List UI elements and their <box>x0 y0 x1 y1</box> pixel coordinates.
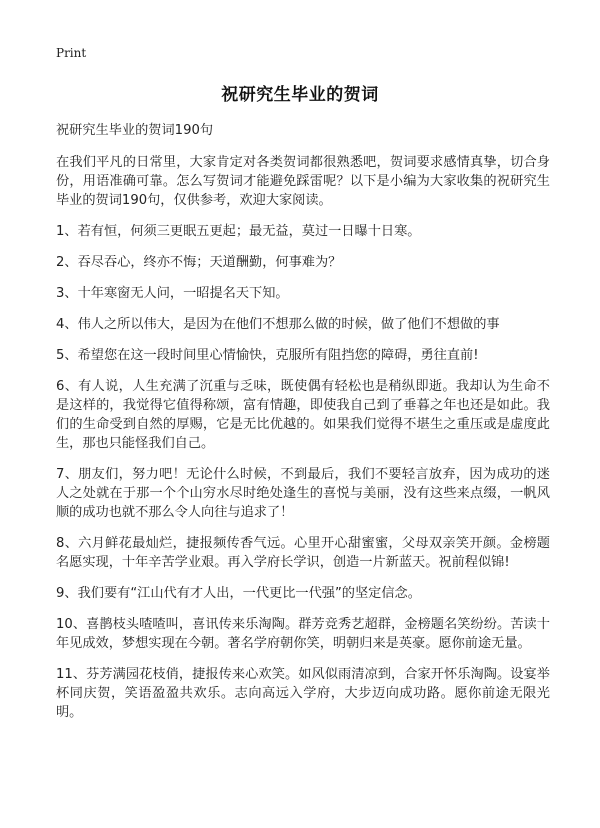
print-link[interactable]: Print <box>56 46 87 60</box>
list-item: 7、朋友们，努力吧！无论什么时候，不到最后，我们不要轻言放弃，因为成功的迷人之处就在于那一个个山穷水尽时绝处逢生的喜悦与美丽，没有这些来点缀，一帆风顺的成功也就不那么令人向往与追求了！ <box>56 467 550 520</box>
document-body <box>56 121 550 734</box>
list-item: 5、希望您在这一段时间里心情愉快，克服所有阻挡您的障碍，勇往直前! <box>56 348 479 363</box>
list-item: 8、六月鲜花最灿烂，捷报频传香气远。心里开心甜蜜蜜，父母双亲笑开颜。金榜题名愿实现，十年辛苦学业艰。再入学府长学识，创造一片新蓝天。祝前程似锦! <box>56 536 550 570</box>
document-title: 祝研究生毕业的贺词 <box>221 85 379 105</box>
document-subtitle: 祝研究生毕业的贺词190句 <box>56 123 214 138</box>
list-item: 10、喜鹊枝头喳喳叫，喜讯传来乐淘陶。群芳竞秀艺超群，金榜题名笑纷纷。苦读十年见成效，梦想实现在今朝。著名学府朝你笑，明朝归来是英豪。愿你前途无量。 <box>56 617 550 651</box>
list-item: 11、芬芳满园花枝俏，捷报传来心欢笑。如风似雨清凉到，合家开怀乐淘陶。设宴举杯同庆贺，笑语盈盈共欢乐。志向高远入学府，大步迈向成功路。愿你前途无限光明。 <box>56 667 550 720</box>
list-item: 1、若有恒，何须三更眠五更起；最无益，莫过一日曝十日寒。 <box>56 224 421 239</box>
list-item: 9、我们要有“江山代有才人出，一代更比一代强”的坚定信念。 <box>56 586 421 601</box>
intro-paragraph: 在我们平凡的日常里，大家肯定对各类贺词都很熟悉吧，贺词要求感情真挚，切合身份，用语准确可靠。怎么写贺词才能避免踩雷呢？以下是小编为大家收集的祝研究生毕业的贺词190句，仅供参考，欢迎大家阅读。 <box>56 155 550 208</box>
list-item: 2、吞尽吞心，终亦不悔；天道酬勤，何事难为？ <box>56 255 342 270</box>
list-item: 6、有人说，人生充满了沉重与乏味，既使偶有轻松也是稍纵即逝。我却认为生命不是这样的，我觉得它值得称颂，富有情趣，即使我自己到了垂暮之年也还是如此。我们的生命受到自然的厚赐，它是无比优越的。如果我们觉得不堪生之重压或是虚度此生，那也只能怪我们自己。 <box>56 379 550 451</box>
list-item: 4、伟人之所以伟大，是因为在他们不想那么做的时候，做了他们不想做的事 <box>56 317 500 332</box>
list-item: 3、十年寒窗无人问，一昭提名天下知。 <box>56 286 289 301</box>
